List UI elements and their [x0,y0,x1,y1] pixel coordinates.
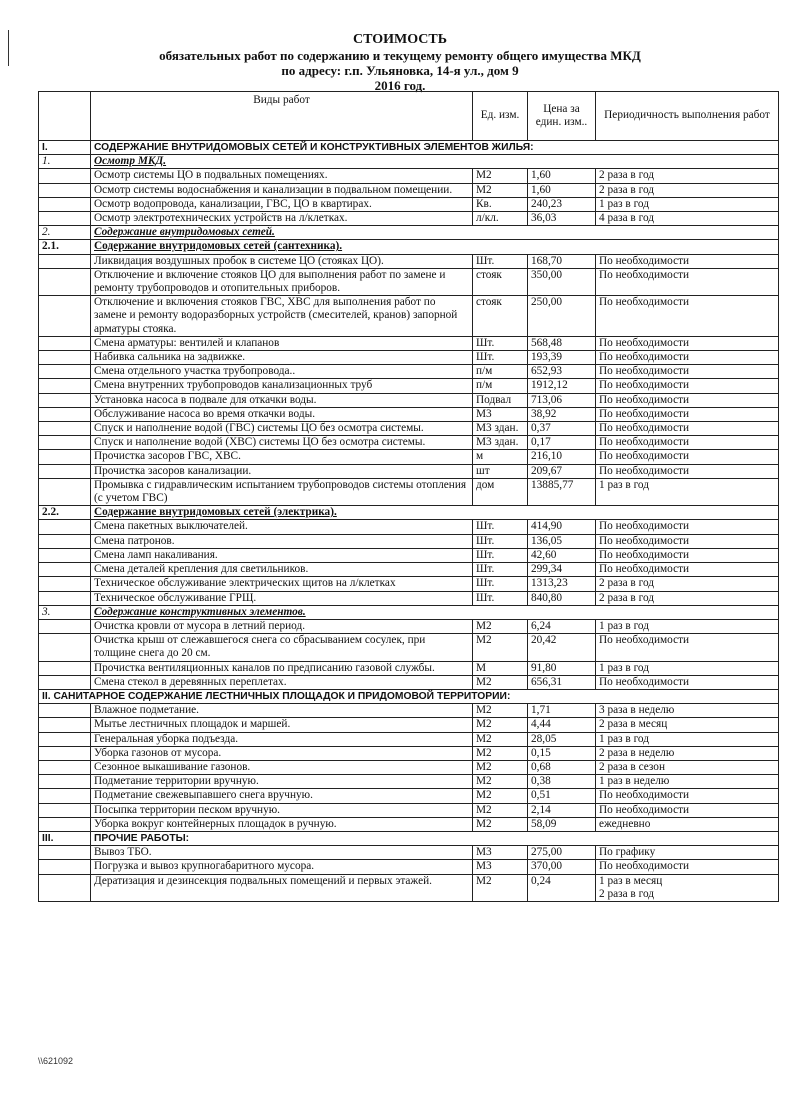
price-cell: 216,10 [528,450,596,464]
unit-cell: шт [473,464,528,478]
work-name: Техническое обслуживание электрических щитов на л/клетках [91,577,473,591]
document-title: СТОИМОСТЬ [352,32,448,47]
section-number: III. [39,831,91,845]
unit-cell: Шт. [473,534,528,548]
price-cell: 0,51 [528,789,596,803]
work-name: Техническое обслуживание ГРЩ. [91,591,473,605]
table-row [39,520,779,534]
work-name: Смена арматуры: вентилей и клапанов [91,336,473,350]
table-row [39,760,779,774]
price-cell: 28,05 [528,732,596,746]
header-period: Периодичность выполнения работ [596,92,779,141]
period-cell: 1 раз в неделю [596,775,779,789]
table-row [39,478,779,505]
period-cell: 1 раз в год [596,478,779,505]
price-cell: 350,00 [528,268,596,295]
row-number [39,169,91,183]
unit-cell: М2 [473,803,528,817]
price-cell: 370,00 [528,860,596,874]
period-cell: По необходимости [596,351,779,365]
subsection-number: 2.2. [39,506,91,520]
table-row [39,789,779,803]
price-cell: 168,70 [528,254,596,268]
unit-cell: Шт. [473,520,528,534]
table-header-row [39,92,779,141]
work-name: Уборка вокруг контейнерных площадок в ручную. [91,817,473,831]
unit-cell: М2 [473,732,528,746]
work-name: Подметание территории вручную. [91,775,473,789]
work-name: Спуск и наполнение водой (ГВС) системы ЦО без осмотра системы. [91,422,473,436]
unit-cell: М2 [473,619,528,633]
table-row [39,563,779,577]
unit-cell: М2 [473,183,528,197]
table-row [39,407,779,421]
price-cell: 250,00 [528,296,596,337]
table-row [39,577,779,591]
header-num [39,92,91,141]
unit-cell: М2 [473,704,528,718]
section-number: I. [39,141,91,155]
price-cell: 2,14 [528,803,596,817]
row-number [39,548,91,562]
table-row [39,704,779,718]
table-row [39,775,779,789]
period-cell: 1 раз в месяц 2 раза в год [596,874,779,901]
row-number [39,661,91,675]
period-cell: 2 раза в неделю [596,746,779,760]
table-row [39,846,779,860]
work-name: Осмотр системы водоснабжения и канализации в подвальном помещении. [91,183,473,197]
work-name: Прочистка вентиляционных каналов по предписанию газовой службы. [91,661,473,675]
header-price: Цена за един. изм.. [528,92,596,141]
work-name: Смена отдельного участка трубопровода.. [91,365,473,379]
row-number [39,563,91,577]
table-row [39,464,779,478]
price-cell: 1,71 [528,704,596,718]
price-cell: 0,38 [528,775,596,789]
unit-cell: М2 [473,675,528,689]
work-name: Спуск и наполнение водой (ХВС) системы ЦО без осмотра системы. [91,436,473,450]
work-name: Отключение и включения стояков ГВС, ХВС для выполнения работ по замене и ремонту водоразборных устройств (смесителей, кранов) запорной арматуры стояка. [91,296,473,337]
document-code: \\621092 [38,1056,74,1066]
period-cell: 3 раза в неделю [596,704,779,718]
row-number [39,732,91,746]
unit-cell: Шт. [473,591,528,605]
row-number [39,436,91,450]
subsection-row [39,226,779,240]
period-cell: По необходимости [596,675,779,689]
unit-cell: М3 [473,846,528,860]
table-row [39,379,779,393]
price-cell: 36,03 [528,212,596,226]
row-number [39,254,91,268]
table-row [39,661,779,675]
price-cell: 0,68 [528,760,596,774]
unit-cell: Подвал [473,393,528,407]
table-row [39,450,779,464]
subsection-row [39,506,779,520]
period-cell: 2 раза в год [596,577,779,591]
row-number [39,336,91,350]
row-number [39,817,91,831]
price-cell: 656,31 [528,675,596,689]
price-cell: 275,00 [528,846,596,860]
work-name: Смена деталей крепления для светильников. [91,563,473,577]
price-cell: 91,80 [528,661,596,675]
table-body [39,141,779,902]
unit-cell: п/м [473,379,528,393]
work-name: Подметание свежевыпавшего снега вручную. [91,789,473,803]
work-name: Набивка сальника на задвижке. [91,351,473,365]
price-cell: 240,23 [528,197,596,211]
work-name: Осмотр водопровода, канализации, ГВС, ЦО в квартирах. [91,197,473,211]
unit-cell: М [473,661,528,675]
section-row [39,141,779,155]
price-cell: 0,17 [528,436,596,450]
price-cell: 38,92 [528,407,596,421]
table-row [39,718,779,732]
row-number [39,746,91,760]
price-cell: 209,67 [528,464,596,478]
subsection-number: 2.1. [39,240,91,254]
work-name: Ликвидация воздушных пробок в системе ЦО (стояках ЦО). [91,254,473,268]
row-number [39,450,91,464]
table-row [39,591,779,605]
price-cell: 58,09 [528,817,596,831]
work-name: Прочистка засоров канализации. [91,464,473,478]
period-cell: 2 раза в год [596,183,779,197]
price-cell: 0,24 [528,874,596,901]
unit-cell: М2 [473,760,528,774]
row-number [39,846,91,860]
work-name: Погрузка и вывоз крупногабаритного мусора. [91,860,473,874]
row-number [39,874,91,901]
works-table [38,91,779,902]
unit-cell: Шт. [473,548,528,562]
row-number [39,634,91,661]
price-cell: 13885,77 [528,478,596,505]
work-name: Промывка с гидравлическим испытанием трубопроводов системы отопления (с учетом ГВС) [91,478,473,505]
subsection-number: 2. [39,226,91,240]
price-cell: 840,80 [528,591,596,605]
unit-cell: дом [473,478,528,505]
document-subtitle: обязательных работ по содержанию и текущему ремонту общего имущества МКД [159,48,641,63]
table-row [39,803,779,817]
work-name: Смена патронов. [91,534,473,548]
row-number [39,379,91,393]
period-cell: По необходимости [596,464,779,478]
row-number [39,212,91,226]
subsection-title: Содержание конструктивных элементов. [91,605,779,619]
section-title: II. САНИТАРНОЕ СОДЕРЖАНИЕ ЛЕСТНИЧНЫХ ПЛОЩАДОК И ПРИДОМОВОЙ ТЕРРИТОРИИ: [39,689,779,703]
work-name: Мытье лестничных площадок и маршей. [91,718,473,732]
unit-cell: стояк [473,268,528,295]
document-address: по адресу: г.п. Ульяновка, 14-я ул., дом 9 [281,63,519,78]
period-cell: 1 раз в год [596,732,779,746]
unit-cell: л/кл. [473,212,528,226]
work-name: Очистка кровли от мусора в летний период. [91,619,473,633]
section-title: ПРОЧИЕ РАБОТЫ: [91,831,779,845]
work-name: Уборка газонов от мусора. [91,746,473,760]
period-cell: 1 раз в год [596,197,779,211]
price-cell: 1,60 [528,183,596,197]
price-cell: 4,44 [528,718,596,732]
work-name: Отключение и включение стояков ЦО для выполнения работ по замене и ремонту трубопроводов и отопительных приборов. [91,268,473,295]
table-row [39,619,779,633]
work-name: Смена ламп накаливания. [91,548,473,562]
period-cell: 2 раза в год [596,169,779,183]
row-number [39,619,91,633]
period-cell: По необходимости [596,520,779,534]
unit-cell: М3 [473,860,528,874]
subsection-title: Содержание внутридомовых сетей. [91,226,779,240]
table-row [39,436,779,450]
unit-cell: М2 [473,718,528,732]
period-cell: По необходимости [596,534,779,548]
row-number [39,775,91,789]
table-row [39,254,779,268]
unit-cell: М3 здан. [473,436,528,450]
work-name: Смена стекол в деревянных переплетах. [91,675,473,689]
row-number [39,520,91,534]
unit-cell: м [473,450,528,464]
work-name: Очистка крыш от слежавшегося снега со сбрасыванием сосулек, при толщине снега до 20 см. [91,634,473,661]
document-year: 2016 год. [374,78,426,93]
unit-cell: п/м [473,365,528,379]
subsection-number: 1. [39,155,91,169]
period-cell: 1 раз в год [596,619,779,633]
row-number [39,591,91,605]
table-row [39,351,779,365]
row-number [39,268,91,295]
row-number [39,407,91,421]
work-name: Обслуживание насоса во время откачки воды. [91,407,473,421]
section-row [39,831,779,845]
row-number [39,704,91,718]
period-cell: По необходимости [596,407,779,421]
unit-cell: М2 [473,789,528,803]
subsection-number: 3. [39,605,91,619]
row-number [39,197,91,211]
period-cell: По необходимости [596,393,779,407]
table-row [39,365,779,379]
row-number [39,296,91,337]
price-cell: 0,15 [528,746,596,760]
subsection-row [39,605,779,619]
period-cell: 4 раза в год [596,212,779,226]
row-number [39,718,91,732]
period-cell: По необходимости [596,860,779,874]
row-number [39,534,91,548]
price-cell: 713,06 [528,393,596,407]
period-cell: По необходимости [596,365,779,379]
table-row [39,634,779,661]
unit-cell: Шт. [473,351,528,365]
work-name: Дератизация и дезинсекция подвальных помещений и первых этажей. [91,874,473,901]
table-row [39,732,779,746]
table-row [39,197,779,211]
section-row [39,689,779,703]
unit-cell: стояк [473,296,528,337]
work-name: Прочистка засоров ГВС, ХВС. [91,450,473,464]
period-cell: ежедневно [596,817,779,831]
unit-cell: М2 [473,169,528,183]
price-cell: 6,24 [528,619,596,633]
work-name: Генеральная уборка подъезда. [91,732,473,746]
unit-cell: Шт. [473,254,528,268]
row-number [39,351,91,365]
price-cell: 652,93 [528,365,596,379]
subsection-row [39,240,779,254]
unit-cell: М2 [473,775,528,789]
period-cell: 2 раза в сезон [596,760,779,774]
header-works: Виды работ [91,92,473,141]
period-cell: По необходимости [596,548,779,562]
unit-cell: М2 [473,634,528,661]
work-name: Посыпка территории песком вручную. [91,803,473,817]
table-row [39,817,779,831]
unit-cell: М2 [473,874,528,901]
price-cell: 42,60 [528,548,596,562]
row-number [39,464,91,478]
table-row [39,336,779,350]
period-cell: По графику [596,846,779,860]
period-cell: По необходимости [596,450,779,464]
period-cell: 2 раза в год [596,591,779,605]
table-row [39,860,779,874]
row-number [39,478,91,505]
work-name: Осмотр системы ЦО в подвальных помещениях. [91,169,473,183]
row-number [39,860,91,874]
table-row [39,169,779,183]
document-header [0,32,800,93]
table-row [39,393,779,407]
work-name: Осмотр электротехнических устройств на л/клетках. [91,212,473,226]
period-cell: По необходимости [596,336,779,350]
row-number [39,393,91,407]
period-cell: По необходимости [596,803,779,817]
period-cell: По необходимости [596,268,779,295]
row-number [39,183,91,197]
unit-cell: М3 здан. [473,422,528,436]
row-number [39,760,91,774]
row-number [39,577,91,591]
work-name: Влажное подметание. [91,704,473,718]
table-row [39,746,779,760]
price-cell: 1912,12 [528,379,596,393]
price-cell: 0,37 [528,422,596,436]
table-row [39,296,779,337]
header-unit: Ед. изм. [473,92,528,141]
subsection-row [39,155,779,169]
subsection-title: Содержание внутридомовых сетей (электрика). [91,506,779,520]
work-name: Вывоз ТБО. [91,846,473,860]
row-number [39,422,91,436]
period-cell: 2 раза в месяц [596,718,779,732]
period-cell: По необходимости [596,563,779,577]
subsection-title: Содержание внутридомовых сетей (сантехника). [91,240,779,254]
section-title: СОДЕРЖАНИЕ ВНУТРИДОМОВЫХ СЕТЕЙ И КОНСТРУКТИВНЫХ ЭЛЕМЕНТОВ ЖИЛЬЯ: [91,141,779,155]
period-cell: По необходимости [596,789,779,803]
unit-cell: Шт. [473,577,528,591]
table-row [39,183,779,197]
unit-cell: М2 [473,746,528,760]
period-cell: 1 раз в год [596,661,779,675]
price-cell: 20,42 [528,634,596,661]
unit-cell: М2 [473,817,528,831]
work-name: Смена пакетных выключателей. [91,520,473,534]
table-row [39,548,779,562]
table-row [39,422,779,436]
period-cell: По необходимости [596,436,779,450]
period-cell: По необходимости [596,422,779,436]
row-number [39,365,91,379]
row-number [39,789,91,803]
work-name: Сезонное выкашивание газонов. [91,760,473,774]
unit-cell: Шт. [473,336,528,350]
period-cell: По необходимости [596,634,779,661]
table-row [39,212,779,226]
row-number [39,675,91,689]
table-row [39,268,779,295]
price-cell: 568,48 [528,336,596,350]
period-cell: По необходимости [596,254,779,268]
work-name: Смена внутренних трубопроводов канализационных труб [91,379,473,393]
table-row [39,675,779,689]
period-cell: По необходимости [596,296,779,337]
period-cell: По необходимости [596,379,779,393]
table-row [39,534,779,548]
subsection-title: Осмотр МКД. [91,155,779,169]
unit-cell: Кв. [473,197,528,211]
price-cell: 1313,23 [528,577,596,591]
unit-cell: Шт. [473,563,528,577]
unit-cell: М3 [473,407,528,421]
price-cell: 414,90 [528,520,596,534]
row-number [39,803,91,817]
price-cell: 299,34 [528,563,596,577]
work-name: Установка насоса в подвале для откачки воды. [91,393,473,407]
price-cell: 1,60 [528,169,596,183]
price-cell: 193,39 [528,351,596,365]
table-row [39,874,779,901]
price-cell: 136,05 [528,534,596,548]
